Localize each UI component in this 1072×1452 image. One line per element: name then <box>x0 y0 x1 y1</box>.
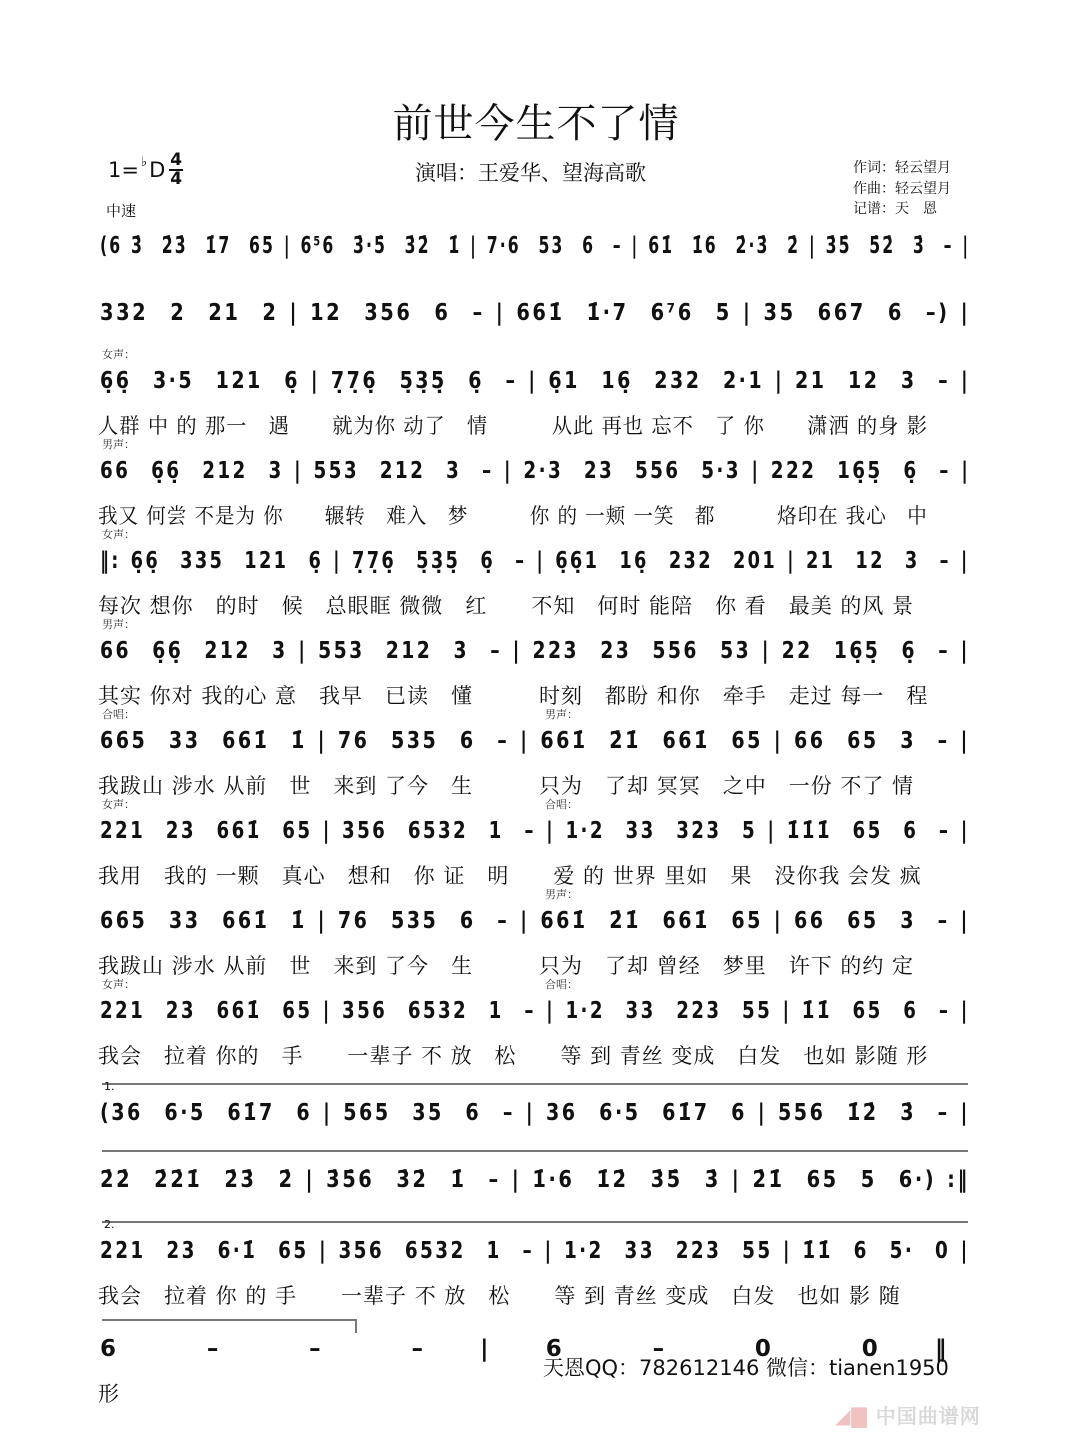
score-row <box>98 528 980 618</box>
contact-info: 天恩QQ：782612146 微信：tianen1950 <box>543 1356 949 1380</box>
notation-line: (6 3̇ 2̇3̇ 1̇7 65 | 6⁵6 3̇·5̇ 3̇2̇ 1̇ | 7·6 53 6 – | 61̇ 1̇6 2̇·3̇ 2̇ | 3̇5̇ 5̇2̇ 3̇ – | <box>100 233 971 259</box>
notation-line: 221 23 661̇ 65 | 356 6532 1 – | 1·2 33 323 5 | 1̇1̇1̇ 65 6 – | <box>100 818 970 844</box>
volta-2-bracket <box>102 1221 968 1223</box>
notation-line: 665 33 661̇ 1̇ | 76 535 6 – | 661̇ 2̇1̇ 661̇ 65 | 66 65 3 – | <box>100 728 970 754</box>
voice-part-label: 女声： <box>102 348 135 361</box>
lyrics-line: 其实 你对 我的心 意 我早 已读 懂 时刻 都盼 和你 牵手 走过 每一 程 <box>98 684 929 708</box>
lyrics-line: 人群 中 的 那一 遇 就为你 动了 情 从此 再也 忘不 了 你 潇洒 的身 影 <box>98 414 929 438</box>
notation-line: ‖: 6̣6̣ 335 121 6̣ | 7̣7̣6̣ 5̣3̣5̣ 6̣ – | 6̣6̣1 16̣ 232 201 | 21 12 3 – | <box>100 548 970 574</box>
score-row <box>98 888 980 978</box>
volta-number: 1. <box>104 1080 115 1093</box>
voice-part-label: 女声： <box>102 978 135 991</box>
coda-bracket <box>102 1319 356 1321</box>
score-row <box>98 348 980 438</box>
tempo-marking: 中速 <box>106 202 137 220</box>
score-row <box>98 438 980 528</box>
flat-icon: ♭ <box>140 154 148 170</box>
voice-part-label: 男声： <box>545 708 578 721</box>
score-row <box>100 233 980 273</box>
lyrics-line: 我会 拉着 你的 手 一辈子 不 放 松 等 到 青丝 变成 白发 也如 影随 形 <box>98 1044 929 1068</box>
key-note: D <box>149 158 166 182</box>
lyrics-line: 每次 想你 的时 候 总眼眶 微微 红 不知 何时 能陪 你 看 最美 的风 景 <box>98 594 915 618</box>
notation-line: (36 6·5 61̇7 6 | 565 35 6 – | 36 6·5 61̇7 6 | 556 1̇2̇ 3̇ – | <box>100 1100 970 1126</box>
score-row <box>100 300 980 340</box>
voice-part-label: 合唱： <box>545 798 578 811</box>
notation-line: 6̣6̣ 3·5 121 6̣ | 7̣7̣6̣ 5̣3̣5̣ 6̣ – | 6̣1 16̣ 232 2·1 | 21 12 3 – | <box>100 368 971 394</box>
score-row <box>98 1218 980 1308</box>
singer-credit: 演唱：王爱华、望海高歌 <box>415 161 646 185</box>
voice-part-label: 合唱： <box>102 708 135 721</box>
voice-part-label: 女声： <box>102 798 135 811</box>
time-bottom: 4 <box>170 169 183 189</box>
volta-1-bracket-lower <box>102 1150 968 1152</box>
notation-line: 66 6̣6̣ 212 3 | 553 212 3 – | 223 23 556 53 | 22 16̣5̣ 6̣ – | <box>100 638 970 664</box>
logo-icon: ◢▇ <box>835 1404 868 1428</box>
notation-line: 665 33 661̇ 1̇ | 76 535 6 – | 661̇ 2̇1̇ 661̇ 65 | 66 65 3 – | <box>100 908 970 934</box>
notation-line: 221 23 6·1̇ 65 | 356 6532 1 – | 1·2 33 223 55 | 1̇1̇ 6 5· 0 | <box>100 1238 970 1264</box>
key-prefix: 1= <box>108 158 139 182</box>
transcriber-credit: 记谱：天 恩 <box>853 201 937 217</box>
time-top: 4 <box>170 150 183 170</box>
notation-line: 221 23 661̇ 65 | 356 6532 1 – | 1·2 33 223 55 | 1̇1̇ 65 6 – | <box>100 998 970 1024</box>
watermark-text: 中国曲谱网 <box>875 1404 981 1428</box>
watermark <box>835 1400 981 1429</box>
lyrics-line: 形 <box>98 1382 120 1406</box>
voice-part-label: 男声： <box>545 888 578 901</box>
lyrics-line: 我用 我的 一颗 真心 想和 你 证 明 爱 的 世界 里如 果 没你我 会发 疯 <box>98 864 922 888</box>
voice-part-label: 男声： <box>102 618 135 631</box>
credits-block <box>853 158 951 220</box>
composer-credit: 作曲：轻云望月 <box>853 180 951 197</box>
voice-part-label: 女声： <box>102 528 135 541</box>
coda-bracket-end <box>355 1319 357 1333</box>
notation-line: 2̇2̇ 2̇2̇1̇ 2̇3̇ 2̇ | 3̇5̇6̇ 3̇2̇ 1̇ – | 1̇·6 1̇2̇ 3̇5̇ 3̇ | 2̇1̇ 65 5 6·) :‖ <box>100 1167 970 1193</box>
score-row <box>98 708 980 798</box>
volta-1-bracket <box>102 1083 968 1085</box>
notation-line: 6 – – – | 6 – 0 0 ‖ <box>100 1336 971 1362</box>
key-signature <box>108 152 183 188</box>
lyricist-credit: 作词：轻云望月 <box>853 160 951 176</box>
voice-part-label: 合唱： <box>545 978 578 991</box>
notation-line: 66 6̣6̣ 212 3 | 553 212 3 – | 2·3 23 556 5·3 | 222 16̣5̣ 6̣ – | <box>100 458 971 484</box>
page-title: 前世今生不了情 <box>392 101 680 147</box>
score-row <box>98 978 980 1068</box>
score-row <box>100 1167 980 1207</box>
score-row <box>100 1080 980 1140</box>
lyrics-line: 我会 拉着 你 的 手 一辈子 不 放 松 等 到 青丝 变成 白发 也如 影 随 <box>98 1284 901 1308</box>
score-row <box>98 798 980 888</box>
time-signature <box>169 152 183 188</box>
score-row <box>98 618 980 708</box>
lyrics-line: 我跋山 涉水 从前 世 来到 了今 生 只为 了却 冥冥 之中 一份 不了 情 <box>98 774 915 798</box>
voice-part-label: 男声： <box>102 438 135 451</box>
lyrics-line: 我又 何尝 不是为 你 辗转 难入 梦 你 的 一颊 一笑 都 烙印在 我心 中 <box>98 504 928 528</box>
notation-line: 332 2 21 2 | 12 356 6 – | 661̇ 1̇·7 6⁷6 5 | 35 667 6 –) | <box>100 300 971 326</box>
volta-number: 2. <box>104 1218 115 1231</box>
lyrics-line: 我跋山 涉水 从前 世 来到 了今 生 只为 了却 曾经 梦里 许下 的约 定 <box>98 954 915 978</box>
